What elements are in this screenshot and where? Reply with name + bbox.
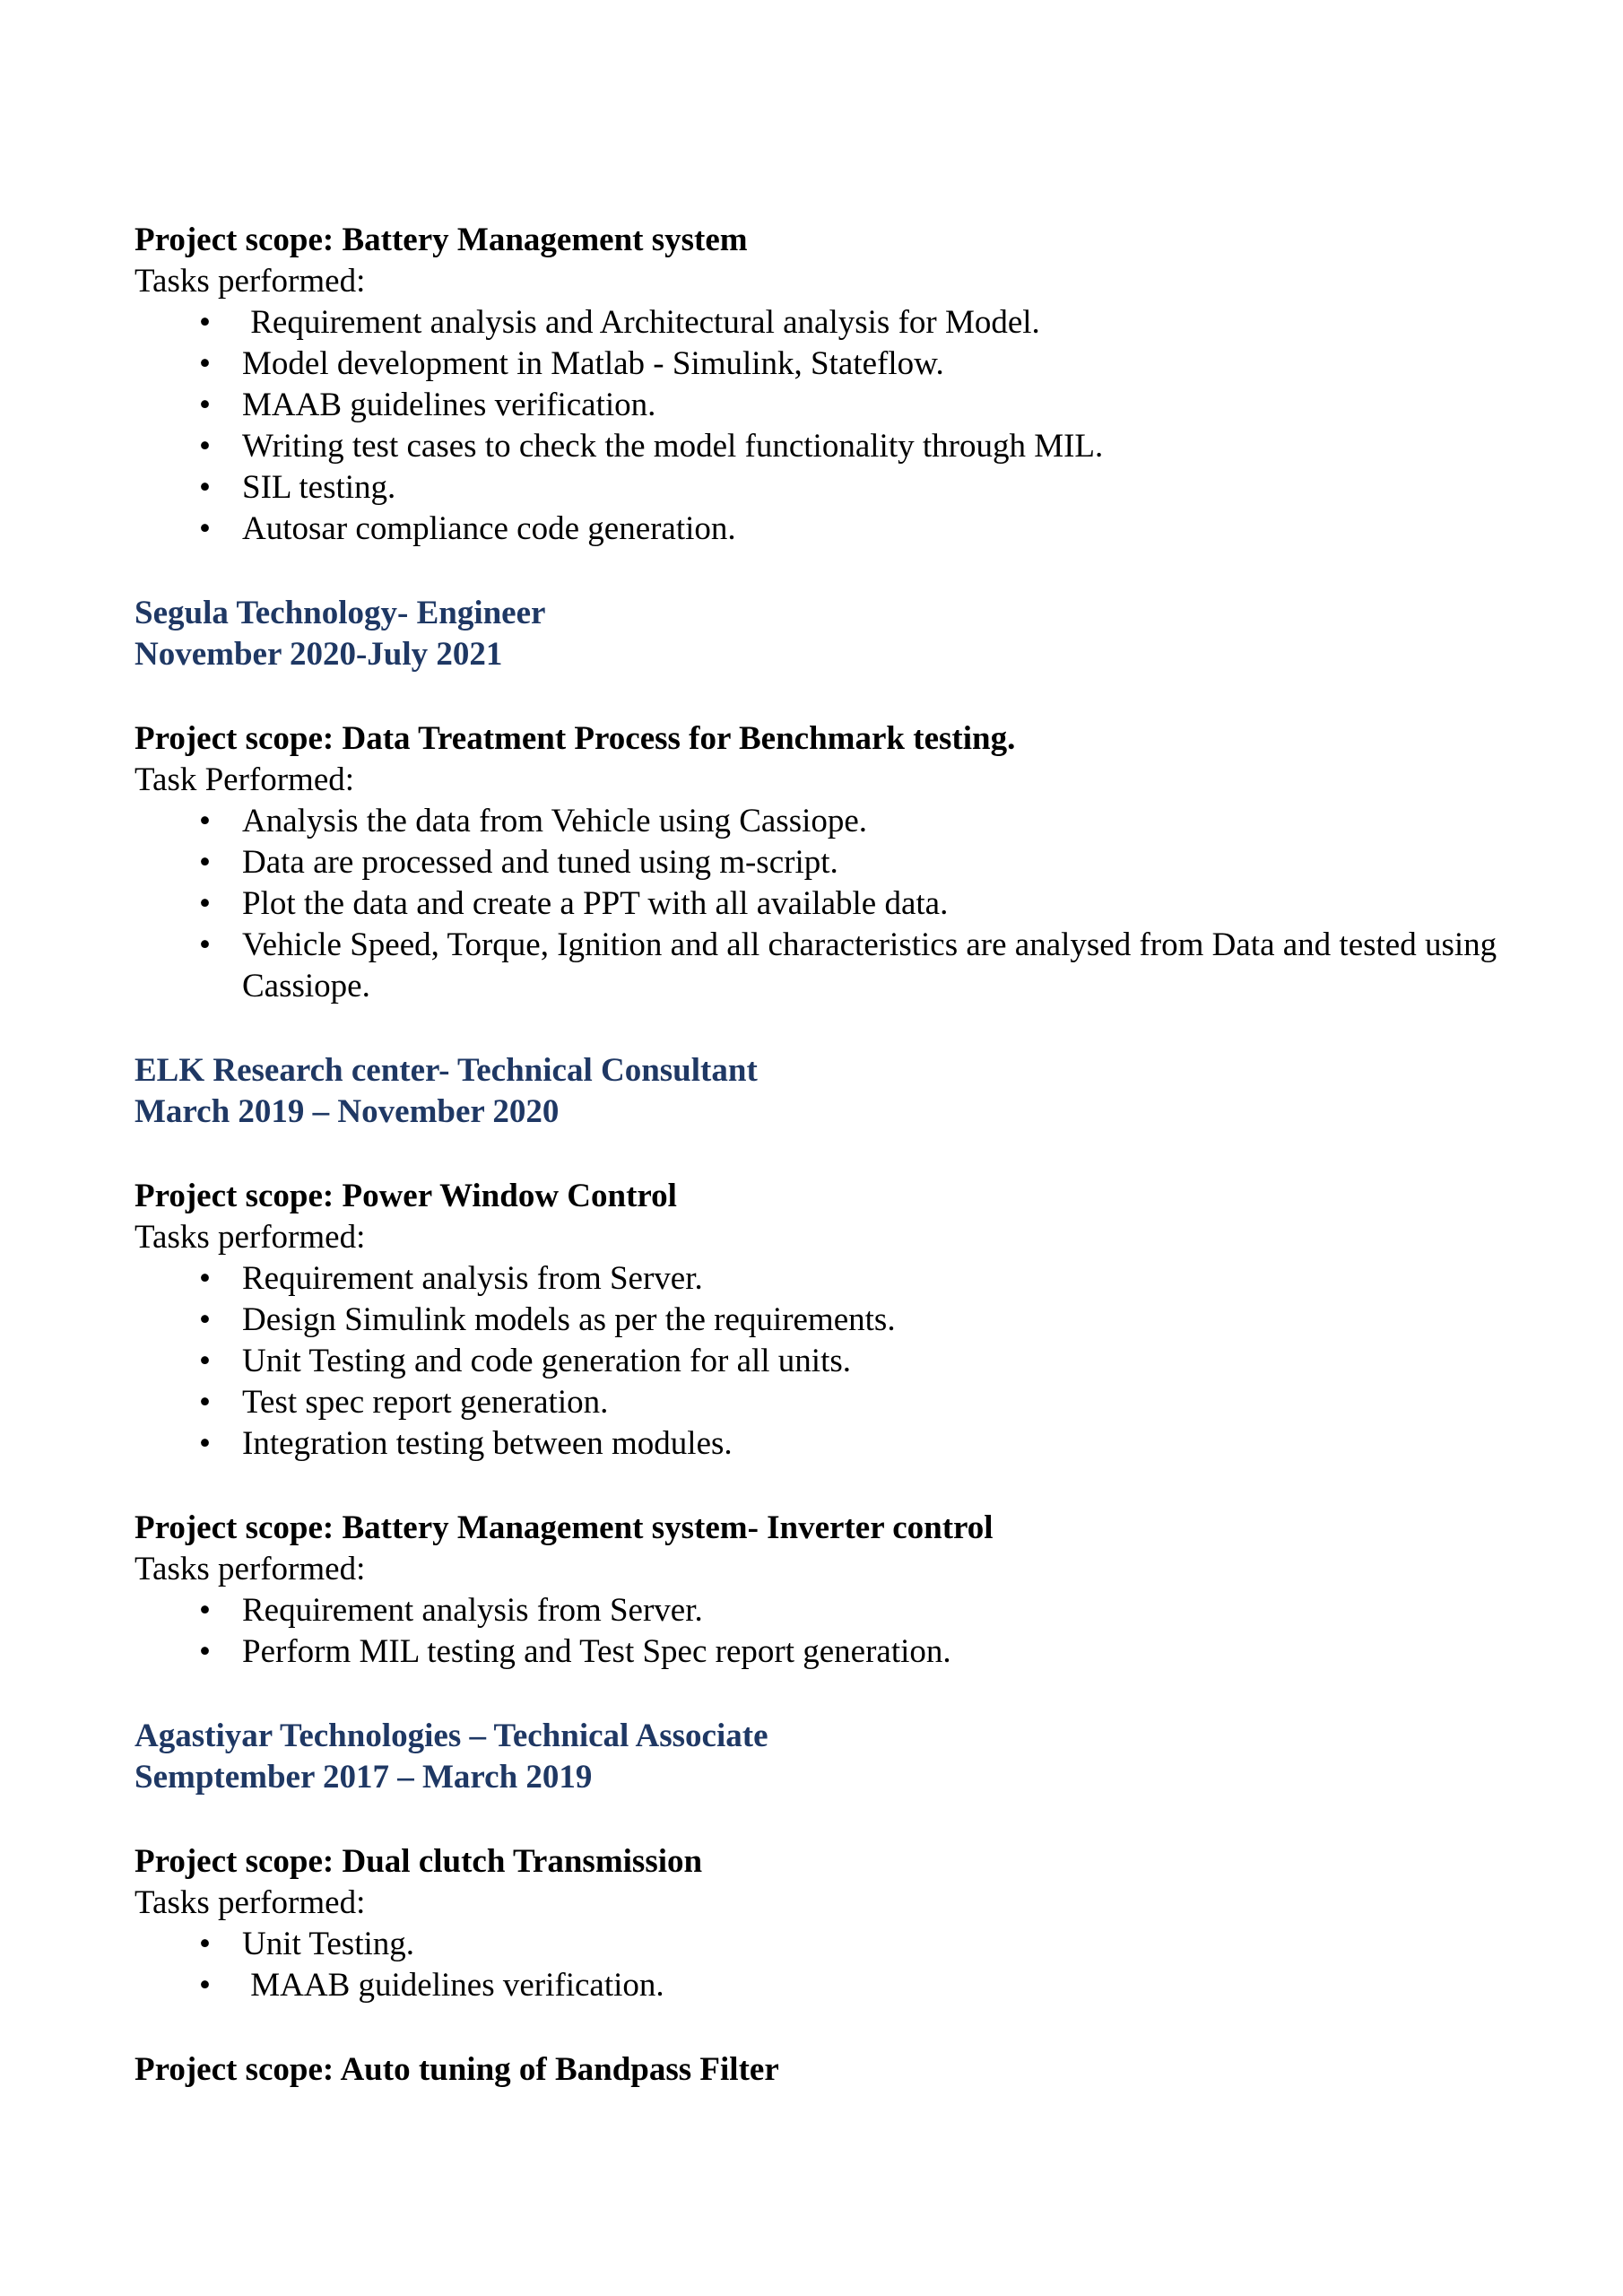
tasks-label: Tasks performed: bbox=[135, 1551, 366, 1587]
project-scope-title: Project scope: Power Window Control bbox=[135, 1178, 677, 1214]
tasks-list bbox=[135, 1924, 1551, 2006]
task-item bbox=[199, 1590, 1551, 1631]
task-item bbox=[199, 1341, 1551, 1382]
bullet-icon: • bbox=[199, 844, 211, 881]
task-text: Test spec report generation. bbox=[242, 1384, 609, 1421]
bullet-icon: • bbox=[199, 1633, 211, 1670]
task-item bbox=[199, 1382, 1551, 1423]
tasks-list bbox=[135, 302, 1551, 550]
task-text: Model development in Matlab - Simulink, Stateflow. bbox=[242, 345, 944, 382]
task-item bbox=[199, 1631, 1551, 1673]
bullet-icon: • bbox=[199, 428, 211, 465]
project-section bbox=[135, 718, 1551, 1007]
task-text: Unit Testing. bbox=[242, 1926, 415, 1962]
task-text: Requirement analysis from Server. bbox=[242, 1592, 703, 1629]
employer-name-role: ELK Research center- Technical Consultant bbox=[135, 1052, 758, 1089]
task-item bbox=[199, 302, 1551, 344]
task-item bbox=[199, 1924, 1551, 1965]
tasks-list bbox=[135, 801, 1551, 1007]
task-text: Vehicle Speed, Torque, Ignition and all characteristics are analysed from Data and tested using Cassiope. bbox=[242, 926, 1506, 1004]
employer-heading-block bbox=[135, 1716, 1551, 1798]
task-item bbox=[199, 1423, 1551, 1465]
bullet-icon: • bbox=[199, 885, 211, 922]
project-scope-title: Project scope: Battery Management system- Inverter control bbox=[135, 1509, 994, 1546]
task-text: Plot the data and create a PPT with all available data. bbox=[242, 885, 949, 922]
bullet-icon: • bbox=[199, 1967, 211, 2004]
bullet-icon: • bbox=[199, 1260, 211, 1297]
bullet-icon: • bbox=[199, 469, 211, 506]
task-item bbox=[199, 883, 1551, 925]
tasks-label: Tasks performed: bbox=[135, 263, 366, 300]
task-text: Data are processed and tuned using m-script. bbox=[242, 844, 838, 881]
employer-heading-block bbox=[135, 593, 1551, 675]
employer-name-role: Segula Technology- Engineer bbox=[135, 595, 546, 631]
task-text: Writing test cases to check the model functionality through MIL. bbox=[242, 428, 1104, 465]
task-text: Perform MIL testing and Test Spec report generation. bbox=[242, 1633, 951, 1670]
project-scope-title: Project scope: Dual clutch Transmission bbox=[135, 1843, 703, 1880]
task-text: SIL testing. bbox=[242, 469, 396, 506]
bullet-icon: • bbox=[199, 1592, 211, 1629]
project-section bbox=[135, 1508, 1551, 1673]
task-item bbox=[199, 1300, 1551, 1341]
employer-heading-block bbox=[135, 1050, 1551, 1133]
bullet-icon: • bbox=[199, 1301, 211, 1338]
task-text: Unit Testing and code generation for all units. bbox=[242, 1343, 852, 1379]
employer-name-role: Agastiyar Technologies – Technical Associate bbox=[135, 1718, 768, 1754]
tasks-list bbox=[135, 1258, 1551, 1465]
task-item bbox=[199, 344, 1551, 385]
bullet-icon: • bbox=[199, 803, 211, 839]
project-scope-title: Project scope: Auto tuning of Bandpass Filter bbox=[135, 2051, 779, 2088]
bullet-icon: • bbox=[199, 1425, 211, 1462]
task-text: Requirement analysis and Architectural analysis for Model. bbox=[242, 304, 1040, 341]
bullet-icon: • bbox=[199, 345, 211, 382]
project-section bbox=[135, 1176, 1551, 1465]
bullet-icon: • bbox=[199, 1926, 211, 1962]
task-text: Analysis the data from Vehicle using Cassiope. bbox=[242, 803, 868, 839]
project-section bbox=[135, 1841, 1551, 2006]
bullet-icon: • bbox=[199, 304, 211, 341]
task-item bbox=[199, 842, 1551, 883]
task-item bbox=[199, 925, 1551, 1007]
task-item bbox=[199, 426, 1551, 467]
tasks-list bbox=[135, 1590, 1551, 1673]
task-text: Requirement analysis from Server. bbox=[242, 1260, 703, 1297]
employer-period: March 2019 – November 2020 bbox=[135, 1093, 560, 1130]
task-text: Design Simulink models as per the requirements. bbox=[242, 1301, 896, 1338]
project-scope-title: Project scope: Data Treatment Process for Benchmark testing. bbox=[135, 720, 1016, 757]
task-text: Autosar compliance code generation. bbox=[242, 510, 736, 547]
task-item bbox=[199, 1258, 1551, 1300]
project-section bbox=[135, 220, 1551, 550]
bullet-icon: • bbox=[199, 510, 211, 547]
task-text: MAAB guidelines verification. bbox=[242, 387, 656, 423]
employer-period: November 2020-July 2021 bbox=[135, 636, 503, 673]
task-item bbox=[199, 385, 1551, 426]
task-item bbox=[199, 1965, 1551, 2006]
project-section bbox=[135, 2049, 1551, 2091]
bullet-icon: • bbox=[199, 1384, 211, 1421]
tasks-label: Tasks performed: bbox=[135, 1219, 366, 1256]
bullet-icon: • bbox=[199, 1343, 211, 1379]
task-item bbox=[199, 509, 1551, 550]
task-text: Integration testing between modules. bbox=[242, 1425, 733, 1462]
task-item bbox=[199, 467, 1551, 509]
bullet-icon: • bbox=[199, 387, 211, 423]
project-scope-title: Project scope: Battery Management system bbox=[135, 222, 748, 258]
employer-period: Semptember 2017 – March 2019 bbox=[135, 1759, 593, 1796]
bullet-icon: • bbox=[199, 926, 211, 963]
task-text: MAAB guidelines verification. bbox=[242, 1967, 664, 2004]
tasks-label: Tasks performed: bbox=[135, 1884, 366, 1921]
task-item bbox=[199, 801, 1551, 842]
tasks-label: Task Performed: bbox=[135, 761, 355, 798]
